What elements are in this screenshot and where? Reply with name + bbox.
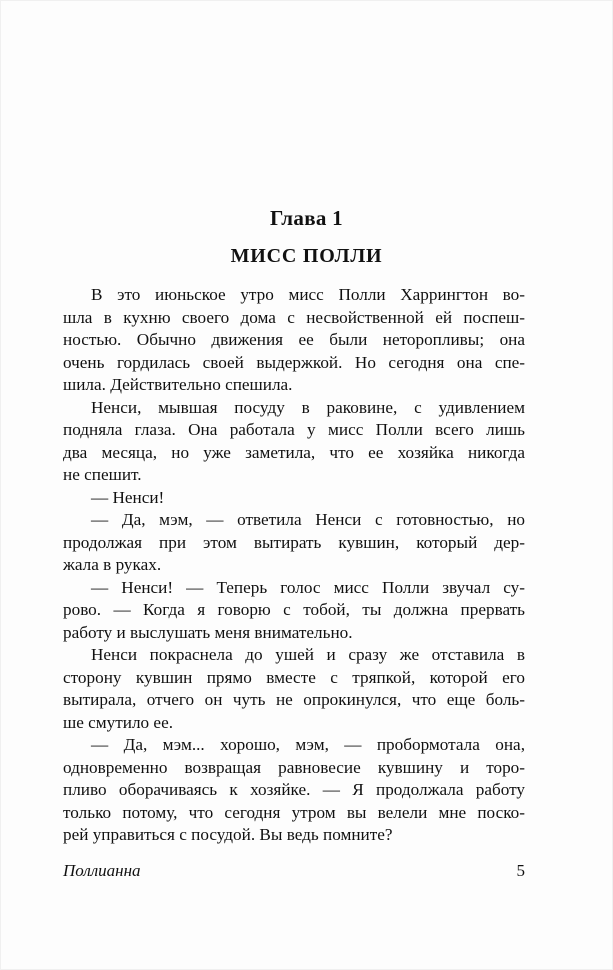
text-line: ностью. Обычно движения ее были неторопливы; она — [63, 330, 525, 349]
text-line: подняла глаза. Она работала у мисс Полли всего лишь — [63, 420, 525, 439]
chapter-number: Глава 1 — [270, 206, 343, 230]
text-line: — Ненси! — Теперь голос мисс Полли звучал су- — [91, 577, 525, 597]
text-line: только потому, что сегодня утром вы велели мне поско- — [63, 802, 525, 822]
text-line: шила. Действительно спешила. — [63, 375, 293, 394]
text-line: сторону кувшин прямо вместе с тряпкой, которой его — [63, 667, 525, 687]
text-line: — Ненси! — [91, 487, 165, 507]
text-line: жала в руках. — [63, 555, 162, 574]
text-line: Ненси, мывшая посуду в раковине, с удивлением — [91, 397, 525, 417]
chapter-title: МИСС ПОЛЛИ — [230, 245, 383, 267]
text-line: работу и выслушать меня внимательно. — [63, 622, 353, 642]
text-line: два месяца, но уже заметила, что ее хозяйка никогда — [63, 442, 525, 462]
text-line: не спешит. — [63, 465, 142, 484]
text-line: рово. — Когда я говорю с тобой, ты должна прервать — [63, 600, 525, 619]
chapter-body — [63, 284, 525, 847]
text-line: очень гордилась своей выдержкой. Но сегодня она спе- — [63, 352, 525, 372]
text-line: продолжая при этом вытирать кувшин, который дер- — [63, 532, 525, 552]
text-line: В это июньское утро мисс Полли Харрингтон во- — [91, 285, 525, 304]
text-line: шла в кухню своего дома с несвойственной ей поспеш- — [63, 307, 525, 327]
text-line: Ненси покраснела до ушей и сразу же отставила в — [91, 645, 525, 664]
text-line: — Да, мэм... хорошо, мэм, — пробормотала она, — [91, 735, 525, 754]
page-number: 5 — [516, 861, 525, 880]
running-footer-title: Поллианна — [63, 861, 141, 880]
text-line: ше смутило ее. — [63, 712, 173, 732]
text-line: вытирала, отчего он чуть не опрокинулся, что еще боль- — [63, 690, 525, 709]
text-line: — Да, мэм, — ответила Ненси с готовностью, но — [91, 510, 525, 529]
text-line: пливо оборачиваясь к хозяйке. — Я продолжала работу — [63, 780, 525, 799]
text-line: одновременно возвращая равновесие кувшину и торо- — [63, 757, 525, 777]
text-line: рей управиться с посудой. Вы ведь помните? — [63, 825, 393, 844]
